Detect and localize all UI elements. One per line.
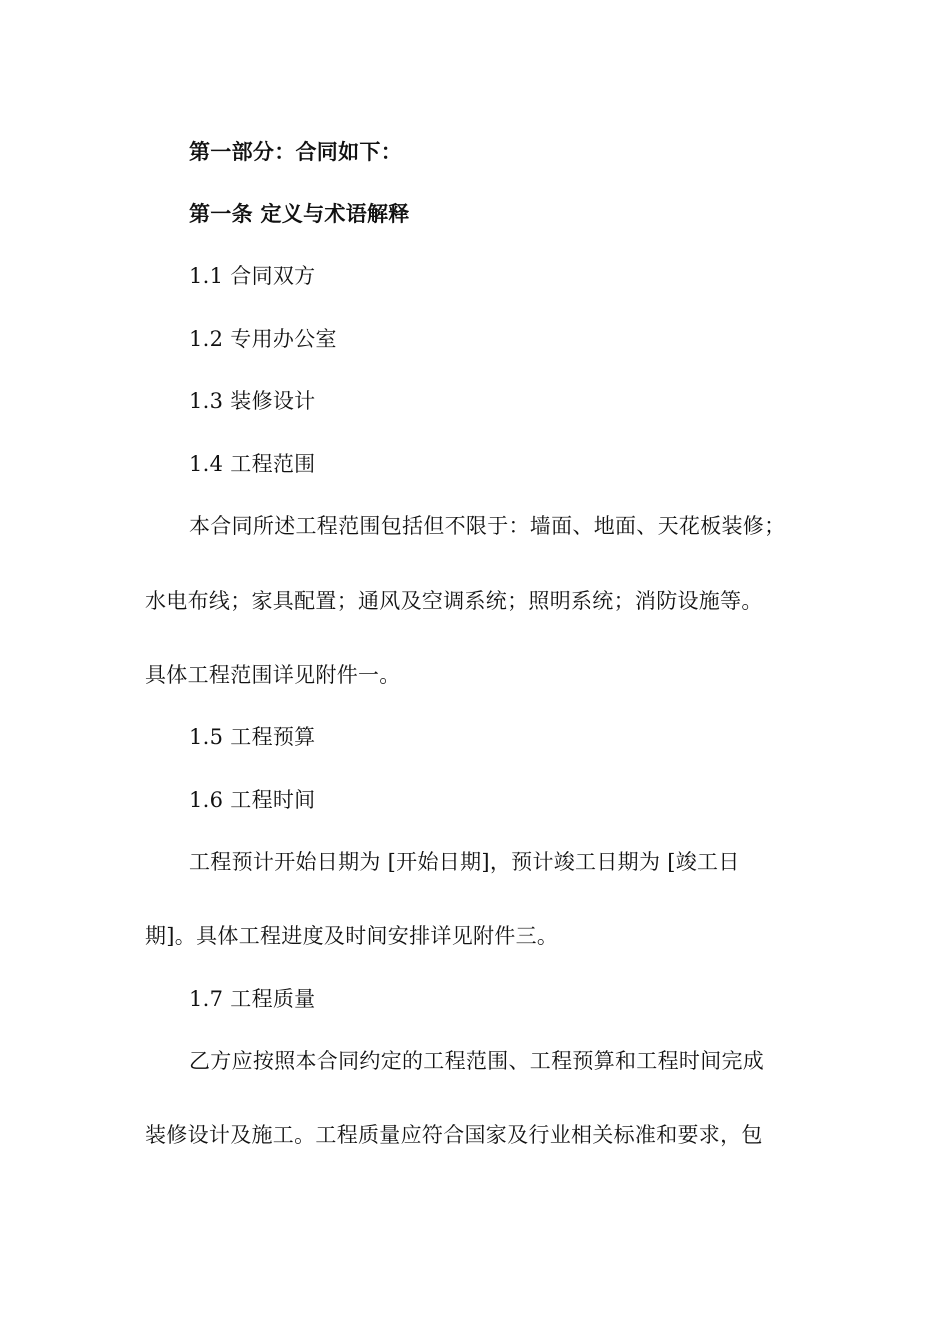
item-1-4: 1.4 工程范围 — [189, 452, 316, 476]
item-1-7: 1.7 工程质量 — [189, 987, 316, 1011]
item-1-1: 1.1 合同双方 — [189, 264, 316, 288]
quality-paragraph-line-1: 乙方应按照本合同约定的工程范围、工程预算和工程时间完成 — [189, 1049, 765, 1073]
time-paragraph-line-1: 工程预计开始日期为 [开始日期]，预计竣工日期为 [竣工日 — [189, 850, 740, 874]
scope-paragraph-line-3: 具体工程范围详见附件一。 — [145, 663, 401, 687]
time-paragraph-line-2: 期]。具体工程进度及时间安排详见附件三。 — [145, 924, 559, 948]
quality-paragraph-line-2: 装修设计及施工。工程质量应符合国家及行业相关标准和要求，包 — [145, 1123, 763, 1147]
part-heading: 第一部分：合同如下： — [189, 140, 402, 164]
scope-paragraph-line-1: 本合同所述工程范围包括但不限于：墙面、地面、天花板装修； — [189, 514, 786, 538]
article-heading: 第一条 定义与术语解释 — [189, 202, 410, 226]
item-1-2: 1.2 专用办公室 — [189, 327, 337, 351]
item-1-5: 1.5 工程预算 — [189, 725, 316, 749]
item-1-3: 1.3 装修设计 — [189, 389, 316, 413]
item-1-6: 1.6 工程时间 — [189, 788, 316, 812]
scope-paragraph-line-2: 水电布线；家具配置；通风及空调系统；照明系统；消防设施等。 — [145, 589, 763, 613]
